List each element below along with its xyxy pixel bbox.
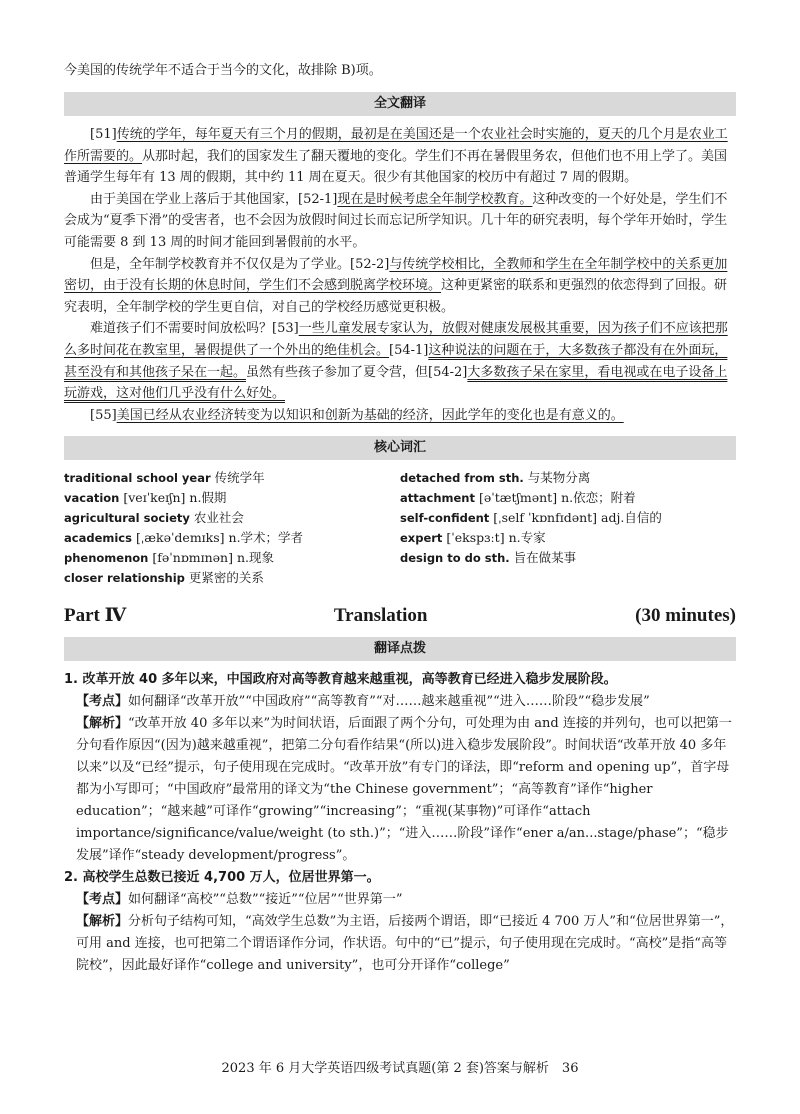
translation-para-1: [51]传统的学年，每年夏天有三个月的假期，最初是在美国还是一个农业社会时实施的，夏天的几个月是农业工作所需要的。从那时起，我们的国家发生了翻天覆地的变化。学生们不再在暑假里务农，但他们也不用上学了。美国普通学生每年有 13 周的假期，其中约 11 周在夏天。很少有其他国家的校历中有超过 7 周的假期。 [64,127,728,186]
translation-tips [64,669,736,977]
question-2-title: 2. 高校学生总数已接近 4,700 万人，位居世界第一。 [64,870,380,886]
question-1-jiexi: 【解析】“改革开放 40 多年以来”为时间状语，后面跟了两个分句，可处理为由 and 连接的并列句，也可以把第一分句看作原因“(因为)越来越重视”，把第二分句看作结果“(所以)进入稳步发展阶段”。时间状语“改革开放 40 多年以来”以及“已经”提示，句子使用现在完成时。“改革开放”有专门的译法，即“reform and opening up”，首字母都为小写即可；“中国政府”最常用的译文为“the Chinese government”；“高等教育”译作“higher education”；“越来越”可译作“growing”“increasing”；“重视(某事物)”可译作“attach importance/significance/value/weight (to sth.)”；“进入……阶段”译作“ener a/an...stage/phase”；“稳步发展”译作“steady development/progress”。 [76,716,732,864]
vocab-item: self-confident [ˌself ˈkɒnfɪdənt] adj.自信的 [400,510,662,526]
vocab-item: expert [ˈekspɜːt] n.专家 [400,530,546,546]
question-tag: [54-2] [428,364,468,380]
vocab-item: phenomenon [fəˈnɒmɪnən] n.现象 [64,550,274,566]
question-tag: [53] [272,321,299,337]
question-tag: [55] [90,407,117,423]
underlined-answer: 一些儿童发展专家认为，放假对健康发展极其重要，因为孩子们不应该把那么多时间花在教室里，暑假提供了一个外出的绝佳机会。 [64,321,728,358]
underlined-answer: 这种说法的问题在于，大多数孩子都没有在外面玩，甚至没有和其他孩子呆在一起。 [64,342,728,380]
vocab-column-left [64,468,400,588]
translation-para-3: 但是，全年制学校教育并不仅仅是为了学业。[52-2]与传统学校相比，全教师和学生在全年制学校中的关系更加密切，由于没有长期的休息时间，学生们不会感到脱离学校环境。这种更紧密的联系和更强烈的依恋得到了回报。研究表明，全年制学校的学生更自信，对自己的学校经历感觉更积极。 [64,256,728,315]
question-tag: [52-2] [350,256,390,272]
question-1-title: 1. 改革开放 40 多年以来，中国政府对高等教育越来越重视，高等教育已经进入稳步发展阶段。 [64,672,617,688]
section-header-vocab: 核心词汇 [64,436,736,460]
full-translation [64,124,736,426]
section-header-tips: 翻译点拨 [64,637,736,661]
translation-para-4: 难道孩子们不需要时间放松吗？[53]一些儿童发展专家认为，放假对健康发展极其重要，因为孩子们不应该把那么多时间花在教室里，暑假提供了一个外出的绝佳机会。[54-1]这种说法的问题在于，大多数孩子都没有在外面玩，甚至没有和其他孩子呆在一起。虽然有些孩子参加了夏令营，但[54-2]大多数孩子呆在家里，看电视或在电子设备上玩游戏，这对他们几乎没有什么好处。 [64,321,728,402]
question-tag: [51] [90,127,117,142]
question-1-kaodian: 【考点】如何翻译“改革开放”“中国政府”“高等教育”“对……越来越重视”“进入……阶段”“稳步发展” [76,694,650,710]
intro-line: 今美国的传统学年不适合于当今的文化，故排除 B)项。 [64,63,382,78]
page-content [64,56,736,977]
question-tag: [54-1] [389,342,429,358]
underlined-answer: 大多数孩子呆在家里，看电视或在电子设备上玩游戏，这对他们几乎没有什么好处。 [64,364,728,402]
vocab-item: design to do sth. 旨在做某事 [400,550,577,566]
vocab-column-right [400,468,736,588]
part-label: Part Ⅳ [64,605,127,627]
page-footer: 2023 年 6 月大学英语四级考试真题(第 2 套)答案与解析 36 [221,1061,579,1076]
underlined-answer: 美国已经从农业经济转变为以知识和创新为基础的经济，因此学年的变化也是有意义的。 [116,407,624,423]
translation-para-2: 由于美国在学业上落后于其他国家，[52-1]现在是时候考虑全年制学校教育。这种改变的一个好处是，学生们不会成为“夏季下滑”的受害者，也不会因为放假时间过长而忘记所学知识。几十年的研究表明，每个学年开始时，学生可能需要 8 到 13 周的时间才能回到暑假前的水平。 [64,191,728,250]
vocab-list [64,468,736,588]
underlined-answer: 与传统学校相比，全教师和学生在全年制学校中的关系更加密切，由于没有长期的休息时间，学生们不会感到脱离学校环境。 [64,256,728,294]
translation-para-5 [64,405,736,427]
question-2-kaodian: 【考点】如何翻译“高校”“总数”“接近”“位居”“世界第一” [76,892,403,908]
vocab-item: detached from sth. 与某物分离 [400,470,591,486]
vocab-item: closer relationship 更紧密的关系 [64,570,264,586]
vocab-item: vacation [veɪˈkeɪʃn] n.假期 [64,490,227,506]
underlined-answer: 现在是时候考虑全年制学校教育。 [337,191,533,207]
vocab-item: agricultural society 农业社会 [64,510,244,526]
part-time: (30 minutes) [635,605,736,627]
section-header-translation: 全文翻译 [64,92,736,116]
question-tag: [52-1] [298,191,338,207]
vocab-item: attachment [əˈtætʃmənt] n.依恋；附着 [400,490,636,506]
question-2-jiexi: 【解析】分析句子结构可知，“高效学生总数”为主语，后接两个谓语，即“已接近 4 700 万人”和“位居世界第一”，可用 and 连接，也可把第二个谓语译作分词，作状语。句中的“已”提示，句子使用现在完成时。“高校”是指“高等院校”，因此最好译作“college and university”，也可分开译作“college” [76,914,734,974]
vocab-item: traditional school year 传统学年 [64,470,265,486]
underlined-answer: 传统的学年，每年夏天有三个月的假期，最初是在美国还是一个农业社会时实施的，夏天的几个月是农业工作所需要的。 [64,127,728,164]
vocab-item: academics [ˌækəˈdemɪks] n.学术；学者 [64,530,304,546]
part-title: Translation [333,605,428,627]
part-heading [64,604,736,627]
